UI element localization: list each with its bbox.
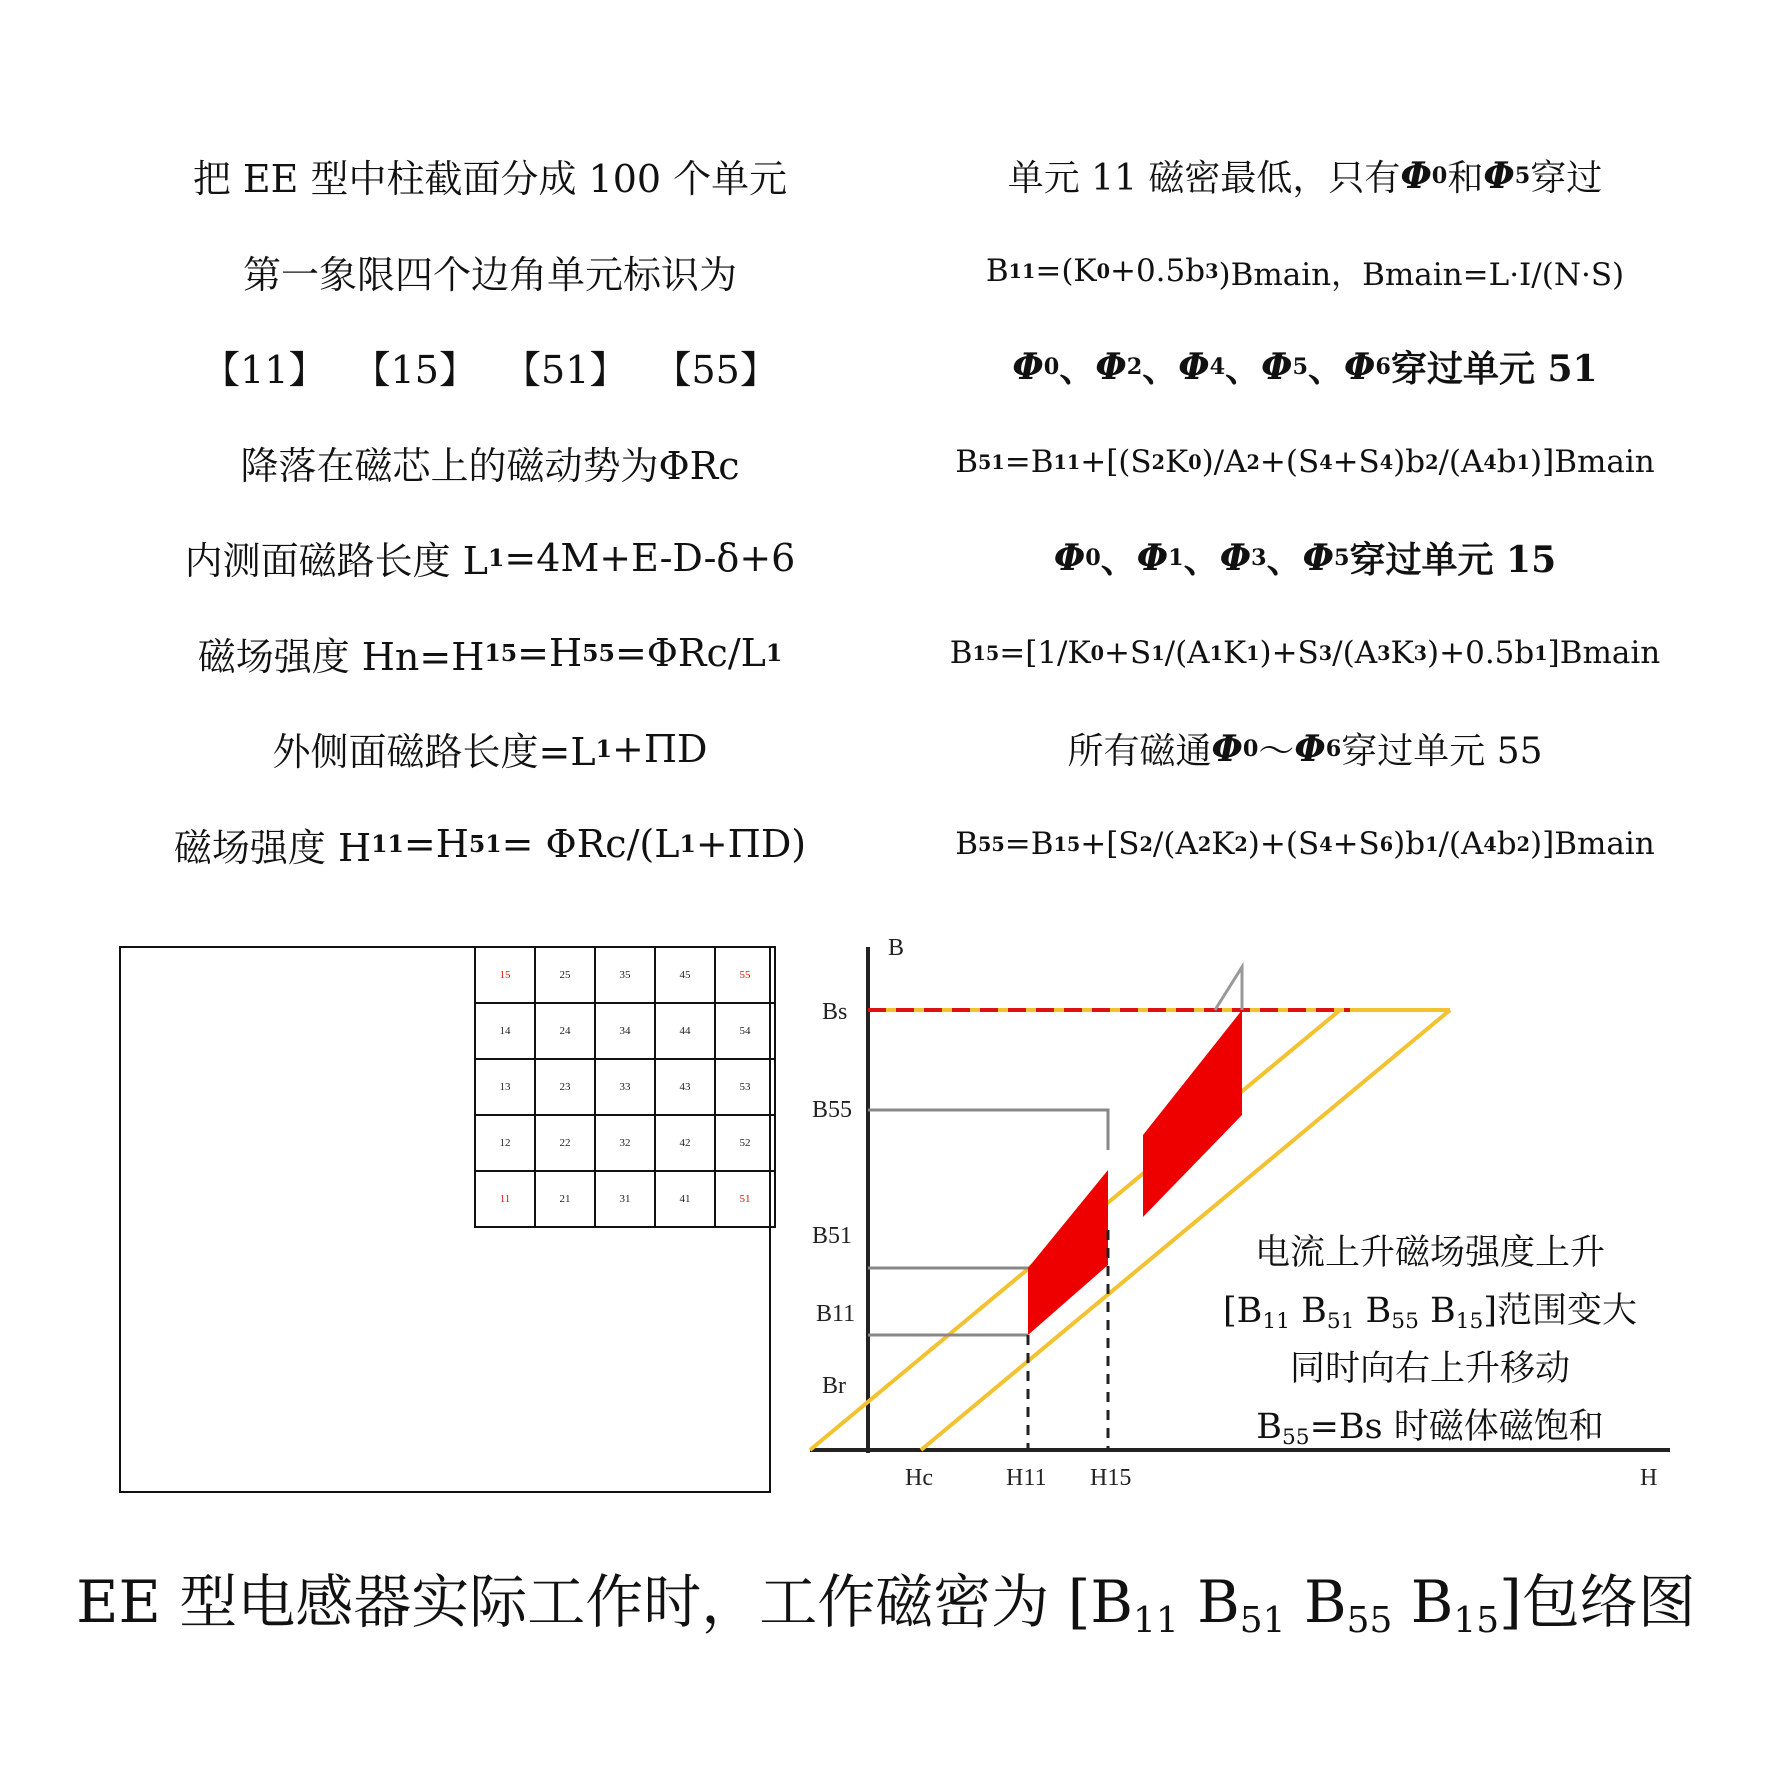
formula-part: ]Bmain: [1547, 635, 1661, 672]
subscript: 51: [1326, 1309, 1355, 1335]
subscript: 15: [1053, 832, 1081, 856]
b55-level-line: [868, 1110, 1108, 1150]
formula-part: +[S: [1080, 826, 1140, 863]
subscript: 55: [1391, 1309, 1419, 1335]
x-axis-label: H: [1640, 1465, 1658, 1491]
subscript: 2: [1234, 832, 1248, 856]
formula-part: =B: [1004, 826, 1054, 863]
phi-symbol: Φ: [1136, 536, 1169, 579]
subscript: 1: [595, 734, 612, 763]
subscript: 1: [1209, 641, 1223, 665]
formula-part: K: [1211, 826, 1235, 863]
grid-cell-33: 33: [595, 1059, 655, 1115]
grid-cell-21: 21: [535, 1171, 595, 1227]
subscript: 4: [1209, 353, 1226, 380]
subscript: 3: [1377, 641, 1391, 665]
subscript: 11: [371, 830, 404, 859]
grid-cell-34: 34: [595, 1003, 655, 1059]
tick-h15: H15: [1090, 1465, 1132, 1491]
tick-b55: B55: [812, 1097, 853, 1123]
formula-part: K: [1222, 635, 1247, 672]
text-h11: 磁场强度 H: [173, 825, 372, 870]
caption-text: B: [1285, 1568, 1347, 1636]
subscript: 15: [972, 641, 1000, 665]
formula-part: =[1/K: [999, 635, 1091, 672]
left-line-8: [130, 797, 850, 893]
grid-cell-12: 12: [475, 1115, 535, 1171]
tick-hc: Hc: [905, 1465, 933, 1491]
subscript: 5: [1514, 162, 1531, 189]
tick-h11: H11: [1006, 1465, 1047, 1491]
text-outer-length-formula: +ΠD: [612, 726, 708, 771]
right-line-6: [930, 606, 1680, 702]
subscript: 0: [1085, 544, 1101, 571]
right-line-7: [930, 701, 1680, 797]
formula-part: +S: [1104, 635, 1152, 672]
formula-part: B: [949, 635, 973, 672]
grid-cell-13: 13: [475, 1059, 535, 1115]
formula-part: B: [955, 444, 978, 481]
right-line-1: [930, 128, 1680, 224]
subscript: 11: [1008, 259, 1036, 283]
tick-bs: Bs: [822, 999, 848, 1025]
grid-cell-43: 43: [655, 1059, 715, 1115]
text-outer-length: 外侧面磁路长度=L: [272, 730, 596, 775]
text-pass-15: 穿过单元 15: [1349, 539, 1557, 582]
subscript: 2: [1151, 450, 1166, 474]
grid-row: [475, 1003, 775, 1059]
grid-row: [475, 1171, 775, 1227]
right-line-5: [930, 510, 1680, 606]
note-text: =Bs 时磁体磁饱和: [1309, 1407, 1604, 1447]
subscript: 11: [1053, 450, 1081, 474]
grid-cell-14: 14: [475, 1003, 535, 1059]
subscript: 4: [1319, 450, 1333, 474]
text-h11-eq: =H: [403, 822, 469, 867]
subscript: 1: [1246, 641, 1260, 665]
grid-row: [475, 947, 775, 1003]
text-and: 和: [1447, 158, 1484, 200]
phi-symbol: Φ: [1294, 727, 1326, 770]
formula-part: +(S: [1259, 444, 1320, 481]
phi-symbol: Φ: [1219, 536, 1252, 579]
phi-symbol: Φ: [1012, 345, 1044, 388]
grid-cell-22: 22: [535, 1115, 595, 1171]
phi-symbol: Φ: [1400, 154, 1432, 197]
subscript: 4: [1483, 832, 1497, 856]
subscript: 51: [1239, 1600, 1286, 1642]
subscript: 3: [1205, 259, 1219, 283]
formula-part: /(A: [1438, 444, 1484, 481]
subscript: 3: [1413, 641, 1428, 665]
phi-symbol: Φ: [1302, 536, 1334, 579]
grid-cell-53: 53: [715, 1059, 775, 1115]
subscript: 1: [1168, 544, 1184, 571]
grid-cell-11: 11: [475, 1171, 535, 1227]
subscript: 6: [1379, 832, 1394, 856]
formula-part: )]Bmain: [1530, 826, 1655, 863]
subscript: 11: [1132, 1600, 1179, 1642]
text-tilde: ～: [1258, 731, 1295, 773]
grid-cell-35: 35: [595, 947, 655, 1003]
separator: 、: [1266, 539, 1303, 582]
left-line-4: [130, 415, 850, 511]
subscript: 55: [1281, 1425, 1310, 1451]
formula-part: )+0.5b: [1427, 635, 1535, 672]
text-hn: 磁场强度 Hn=H: [197, 634, 485, 679]
subscript: 6: [1375, 353, 1391, 380]
subscript: 2: [1516, 832, 1531, 856]
separator: 、: [1183, 539, 1220, 582]
phi-symbol: Φ: [1211, 727, 1243, 770]
text-inner-length: 内测面磁路长度 L: [184, 539, 488, 584]
subscript: 15: [1455, 1309, 1484, 1335]
subscript: 1: [1151, 641, 1165, 665]
left-line-7: [130, 701, 850, 797]
left-line-6: [130, 606, 850, 702]
note-line-4: [1195, 1399, 1665, 1450]
note-text: B: [1418, 1291, 1456, 1331]
subscript: 5: [1333, 544, 1350, 571]
left-line-2: [130, 224, 850, 320]
note-text: ]范围变大: [1483, 1291, 1638, 1331]
formula-part: K: [1165, 444, 1189, 481]
separator: 、: [1059, 348, 1096, 391]
formula-part: /(A: [1438, 826, 1484, 863]
formula-part: )]Bmain: [1530, 444, 1655, 481]
envelope-region-high: [1143, 1010, 1242, 1217]
subscript: 55: [582, 639, 615, 668]
grid-cell-41: 41: [655, 1171, 715, 1227]
note-line-2: [1195, 1283, 1665, 1334]
note-text: 同时向右上升移动: [1289, 1349, 1570, 1389]
right-line-3: [930, 319, 1680, 415]
subscript: 4: [1319, 832, 1333, 856]
text-h11-formula: = ΦRc/(L: [501, 822, 680, 867]
text-mmf: 降落在磁芯上的磁动势为ΦRc: [240, 443, 740, 488]
subscript: 3: [1318, 641, 1333, 665]
formula-part: B: [955, 826, 978, 863]
subscript: 15: [1453, 1600, 1500, 1642]
subscript: 11: [1262, 1309, 1290, 1335]
text-unit11: 单元 11 磁密最低，只有: [1007, 158, 1401, 200]
text-hn-formula: =ΦRc/L: [614, 631, 766, 676]
separator: 、: [1100, 539, 1137, 582]
grid-cell-44: 44: [655, 1003, 715, 1059]
formula-part: =(K: [1035, 253, 1097, 290]
phi-symbol: Φ: [1178, 345, 1210, 388]
subscript: 1: [1425, 832, 1439, 856]
left-text-column: [130, 128, 850, 892]
formula-part: +S: [1332, 444, 1380, 481]
text-inner-length-formula: =4M+E-D-δ+6: [504, 535, 796, 580]
subscript: 51: [468, 830, 502, 859]
left-line-5: [130, 510, 850, 606]
right-text-column: [930, 128, 1680, 892]
subscript: 0: [1043, 353, 1060, 380]
note-text: B: [1289, 1291, 1327, 1331]
formula-part: b: [1496, 444, 1517, 481]
formula-part: /(A: [1152, 826, 1198, 863]
grid-cell-32: 32: [595, 1115, 655, 1171]
subscript: 51: [978, 450, 1005, 474]
grid-cell-25: 25: [535, 947, 595, 1003]
formula-part: B: [985, 253, 1009, 290]
subscript: 2: [1126, 353, 1143, 380]
note-text: 电流上升磁场强度上升: [1254, 1233, 1605, 1273]
caption-text: EE 型电感器实际工作时，工作磁密为 [B: [76, 1568, 1133, 1636]
grid-cell-23: 23: [535, 1059, 595, 1115]
formula-part: )b: [1393, 826, 1426, 863]
grid-cell-54: 54: [715, 1003, 775, 1059]
right-line-8: [930, 797, 1680, 893]
grid-cell-52: 52: [715, 1115, 775, 1171]
subscript: 55: [1346, 1600, 1393, 1642]
phi-symbol: Φ: [1483, 154, 1515, 197]
grid-cell-45: 45: [655, 947, 715, 1003]
subscript: 3: [1251, 544, 1267, 571]
grid-row: [475, 1059, 775, 1115]
text-unit-labels: 【11】 【15】 【51】 【55】: [202, 348, 778, 393]
envelope-region-low: [1028, 1170, 1108, 1335]
separator: 、: [1308, 348, 1345, 391]
subscript: 0: [1090, 641, 1105, 665]
subscript: 4: [1379, 450, 1394, 474]
formula-part: )+S: [1259, 635, 1319, 672]
phi-symbol: Φ: [1261, 345, 1293, 388]
formula-part: b: [1496, 826, 1517, 863]
unit-grid: [474, 946, 776, 1228]
text-pass: 穿过: [1530, 158, 1603, 200]
tick-br: Br: [822, 1373, 846, 1399]
grid-cell-24: 24: [535, 1003, 595, 1059]
formula-part: )/A: [1201, 444, 1247, 481]
caption-text: ]包络图: [1499, 1568, 1696, 1636]
note-text: B: [1354, 1291, 1392, 1331]
envelope-top-outline: [1215, 967, 1242, 1010]
subscript: 0: [1242, 735, 1259, 762]
subscript: 1: [1534, 641, 1548, 665]
subscript: 1: [765, 639, 783, 668]
phi-symbol: Φ: [1344, 345, 1376, 388]
grid-cell-42: 42: [655, 1115, 715, 1171]
subscript: 2: [1425, 450, 1439, 474]
text-h11-formula-end: +ΠD): [695, 822, 807, 867]
formula-part: /(A: [1332, 635, 1378, 672]
text-corner-units: 第一象限四个边角单元标识为: [242, 252, 737, 297]
right-line-4: [930, 415, 1680, 511]
note-line-1: [1195, 1225, 1665, 1275]
subscript: 15: [484, 639, 518, 668]
subscript: 4: [1483, 450, 1497, 474]
y-axis-label: B: [888, 935, 905, 961]
phi-symbol: Φ: [1053, 536, 1086, 579]
tick-b11: B11: [816, 1301, 856, 1327]
text-all-flux: 所有磁通: [1067, 731, 1212, 773]
text-hn-eq: =H: [517, 631, 583, 676]
subscript: 2: [1139, 832, 1153, 856]
right-line-2: [930, 224, 1680, 320]
grid-row: [475, 1115, 775, 1171]
caption-text: B: [1392, 1568, 1454, 1636]
separator: 、: [1142, 348, 1179, 391]
subscript: 1: [679, 830, 696, 859]
note-text: B: [1256, 1407, 1282, 1447]
subscript: 5: [1292, 353, 1309, 380]
formula-part: +[(S: [1080, 444, 1152, 481]
text-pass-51: 穿过单元 51: [1390, 348, 1598, 391]
note-line-3: [1195, 1341, 1665, 1391]
formula-part: )+(S: [1247, 826, 1320, 863]
left-line-3: [130, 319, 850, 415]
subscript: 2: [1246, 450, 1260, 474]
formula-part: )b: [1393, 444, 1426, 481]
grid-cell-51: 51: [715, 1171, 775, 1227]
subscript: 1: [487, 543, 505, 572]
formula-part: +S: [1332, 826, 1380, 863]
subscript: 0: [1096, 259, 1110, 283]
formula-part: =B: [1004, 444, 1054, 481]
formula-part: )Bmain，Bmain=L·I/(N·S): [1218, 256, 1625, 293]
caption-text: B: [1178, 1568, 1240, 1636]
grid-cell-55: 55: [715, 947, 775, 1003]
formula-part: /(A: [1164, 635, 1210, 672]
subscript: 6: [1325, 735, 1342, 762]
figure-caption: [0, 1555, 1772, 1641]
formula-part: +0.5b: [1109, 253, 1206, 290]
subscript: 2: [1197, 832, 1212, 856]
left-line-1: [130, 128, 850, 224]
subscript: 55: [978, 832, 1005, 856]
phi-symbol: Φ: [1095, 345, 1127, 388]
grid-cell-15: 15: [475, 947, 535, 1003]
grid-cell-31: 31: [595, 1171, 655, 1227]
text-section-split: 把 EE 型中柱截面分成 100 个单元: [192, 157, 788, 202]
separator: 、: [1225, 348, 1262, 391]
tick-b51: B51: [812, 1223, 853, 1249]
subscript: 0: [1431, 162, 1448, 189]
formula-part: K: [1390, 635, 1414, 672]
subscript: 1: [1516, 450, 1531, 474]
note-text: [B: [1222, 1291, 1263, 1331]
subscript: 0: [1188, 450, 1202, 474]
text-pass-55: 穿过单元 55: [1341, 731, 1543, 773]
